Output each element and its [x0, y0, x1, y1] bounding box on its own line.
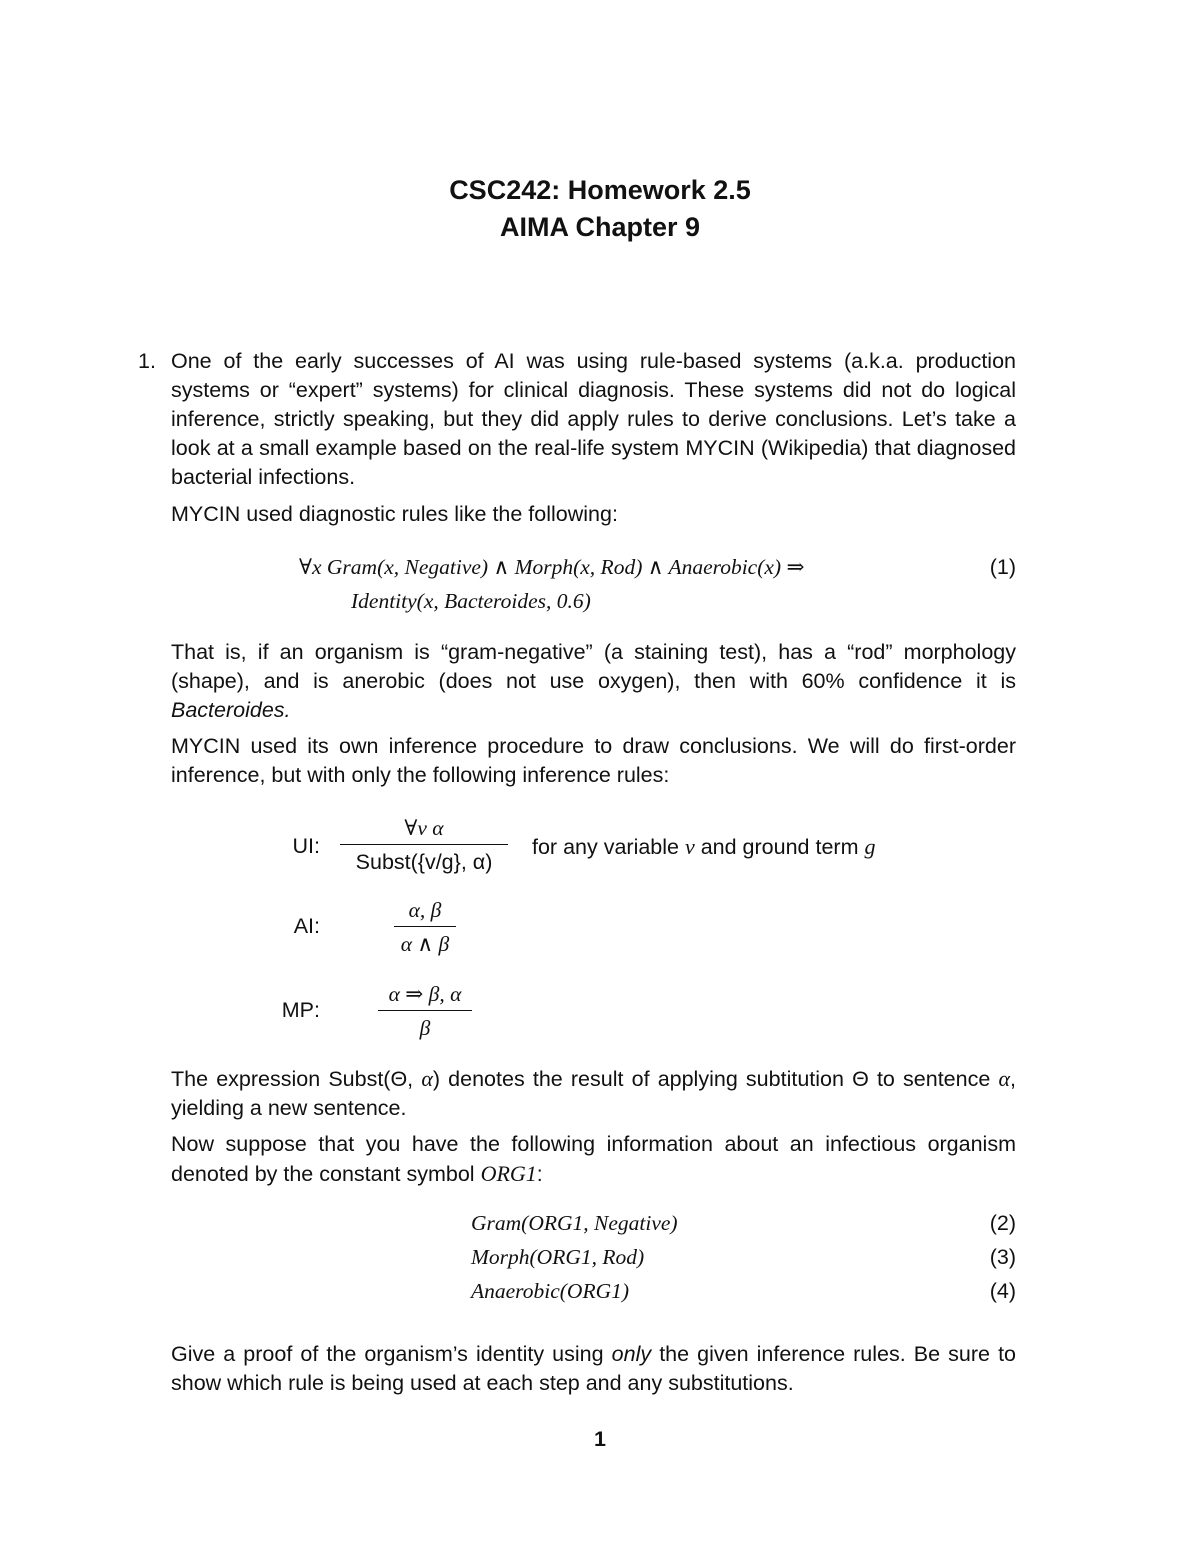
info-text-2: :: [536, 1162, 543, 1186]
fact-morph: Morph(ORG1, Rod): [471, 1245, 645, 1269]
ui-fraction-bar: [340, 844, 508, 845]
ai-fraction: [394, 896, 456, 958]
org1-constant: ORG1: [480, 1161, 537, 1186]
task-text-2: the given inference rules. Be sure to show which rule is being used at each step and any substitutions.: [171, 1342, 1016, 1395]
bacteroides-term: Bacteroides.: [171, 698, 291, 722]
ui-denominator: Subst({v/g}, α): [355, 850, 493, 874]
info-text-1: Now suppose that you have the following information about an infectious organism denoted by the constant symbol: [171, 1132, 1016, 1186]
question-intro: One of the early successes of AI was using rule-based systems (a.k.a. production systems or “expert” systems) for clinical diagnosis. These systems did not do logical inference, strictly speaking, but they did apply rules to derive conclusions. Let’s take a look at a small example based on the real-life system MYCIN (Wikipedia) that diagnosed bacterial infections.: [171, 349, 1016, 489]
ai-numerator: α, β: [408, 898, 442, 922]
mp-numerator: α ⇒ β, α: [388, 982, 462, 1006]
explanation-paragraph: [171, 638, 1016, 725]
subst-alpha-2: α: [998, 1066, 1011, 1091]
mp-fraction-bar: [378, 1010, 472, 1011]
fact-anaerobic: Anaerobic(ORG1): [471, 1279, 630, 1303]
equation-number-2: (2): [989, 1211, 1016, 1235]
rule-name-ui: UI:: [292, 834, 320, 858]
subst-paragraph: [171, 1064, 1016, 1123]
equation-number-4: (4): [989, 1279, 1016, 1303]
rule1-line1: ∀x Gram(x, Negative) ∧ Morph(x, Rod) ∧ Anaerobic(x) ⇒: [299, 555, 805, 579]
ui-var-g: g: [864, 834, 876, 859]
equation-number-1: (1): [989, 555, 1016, 579]
question-number: 1.: [138, 349, 156, 373]
mycin-rules-intro: MYCIN used diagnostic rules like the following:: [171, 502, 618, 526]
ui-numerator: ∀v α: [404, 816, 444, 840]
equation-number-3: (3): [989, 1245, 1016, 1269]
subst-text-2: ) denotes the result of applying subtitution Θ to sentence: [432, 1067, 999, 1091]
page-title: CSC242: Homework 2.5: [449, 175, 751, 205]
ui-fraction: [340, 814, 508, 876]
ui-side-text-2: and ground term: [694, 835, 865, 859]
task-paragraph: [171, 1340, 1016, 1398]
inference-intro: MYCIN used its own inference procedure to draw conclusions. We will do first-order inference, but with only the following inference rules:: [171, 734, 1016, 787]
task-text-1: Give a proof of the organism’s identity using: [171, 1342, 612, 1366]
explanation-text: That is, if an organism is “gram-negative” (a staining test), has a “rod” morphology (shape), and is anerobic (does not use oxygen), then with 60% confidence it is: [171, 640, 1016, 693]
ui-side-condition: [532, 832, 875, 862]
ui-side-text-1: for any variable: [532, 835, 685, 859]
page-number: 1: [594, 1427, 606, 1451]
rule1-line2: Identity(x, Bacteroides, 0.6): [351, 589, 591, 613]
subst-text-3: , yielding a new sentence.: [171, 1067, 1016, 1120]
ui-var-v: v: [684, 834, 695, 859]
mp-fraction: [378, 980, 472, 1042]
info-paragraph: [171, 1130, 1016, 1189]
subst-text-1: The expression Subst(Θ,: [171, 1067, 422, 1091]
rule-name-mp: MP:: [281, 998, 320, 1022]
subst-alpha: α: [421, 1066, 433, 1091]
fact-gram: Gram(ORG1, Negative): [471, 1211, 678, 1235]
ai-denominator: α ∧ β: [400, 932, 450, 956]
mp-denominator: β: [419, 1016, 431, 1040]
task-only-emphasis: only: [611, 1342, 652, 1366]
rule-name-ai: AI:: [293, 914, 320, 938]
ai-fraction-bar: [394, 926, 456, 927]
page-subtitle: AIMA Chapter 9: [499, 212, 701, 242]
